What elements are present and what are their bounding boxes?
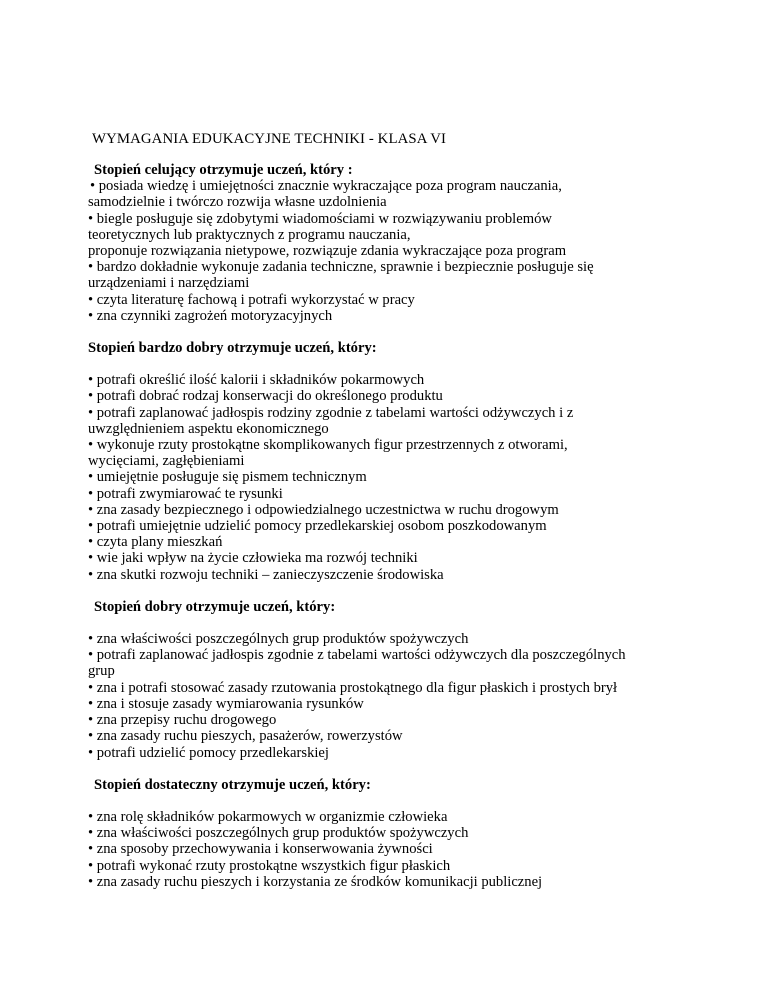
list-item: • umiejętnie posługuje się pismem technicznym xyxy=(88,469,367,486)
list-item: • potrafi określić ilość kalorii i składników pokarmowych xyxy=(88,372,425,389)
document-page xyxy=(88,130,728,890)
list-item: • potrafi dobrać rodzaj konserwacji do określonego produktu xyxy=(88,388,443,405)
list-item: • zna i potrafi stosować zasady rzutowania prostokątnego dla figur płaskich i prostych brył xyxy=(88,679,618,696)
list-item: • bardzo dokładnie wykonuje zadania techniczne, sprawnie i bezpiecznie posługuje się xyxy=(88,259,594,276)
list-item: • zna zasady ruchu pieszych, pasażerów, rowerzystów xyxy=(88,728,403,745)
list-item: uwzględnieniem aspektu ekonomicznego xyxy=(88,420,329,437)
list-item: • czyta plany mieszkań xyxy=(88,534,223,551)
list-item: • potrafi zwymiarować te rysunki xyxy=(88,485,283,502)
list-item: proponuje rozwiązania nietypowe, rozwiązuje zdania wykraczające poza program xyxy=(88,243,567,260)
list-item: • potrafi umiejętnie udzielić pomocy przedlekarskiej osobom poszkodowanym xyxy=(88,518,547,535)
list-item: • potrafi zaplanować jadłospis rodziny zgodnie z tabelami wartości odżywczych i z xyxy=(88,404,574,421)
document-title: WYMAGANIA EDUKACYJNE TECHNIKI - KLASA VI xyxy=(92,131,447,147)
section-celujacy xyxy=(88,162,728,324)
list-item: • czyta literaturę fachową i potrafi wykorzystać w pracy xyxy=(88,291,415,308)
list-item: • zna rolę składników pokarmowych w organizmie człowieka xyxy=(88,808,448,825)
list-item: • zna właściwości poszczególnych grup produktów spożywczych xyxy=(88,825,469,842)
section-heading-dobry: Stopień dobry otrzymuje uczeń, który: xyxy=(94,598,336,615)
list-item: • wie jaki wpływ na życie człowieka ma rozwój techniki xyxy=(88,550,418,567)
list-item: • zna sposoby przechowywania i konserwowania żywności xyxy=(88,841,433,858)
list-item: wycięciami, zagłębieniami xyxy=(88,453,245,470)
list-item: • potrafi wykonać rzuty prostokątne wszystkich figur płaskich xyxy=(88,857,451,874)
section-heading-celujacy: Stopień celujący otrzymuje uczeń, który : xyxy=(94,162,353,178)
section-heading-dostateczny: Stopień dostateczny otrzymuje uczeń, który: xyxy=(94,776,371,793)
list-item: • potrafi udzielić pomocy przedlekarskiej xyxy=(88,744,329,761)
list-item: • zna i stosuje zasady wymiarowania rysunków xyxy=(88,695,364,712)
section-dobry xyxy=(88,599,728,761)
section-dostateczny xyxy=(88,777,728,890)
list-item: • biegle posługuje się zdobytymi wiadomościami w rozwiązywaniu problemów xyxy=(88,210,552,227)
list-item: • posiada wiedzę i umiejętności znacznie wykraczające poza program nauczania, xyxy=(90,178,562,195)
list-item: • zna skutki rozwoju techniki – zanieczyszczenie środowiska xyxy=(88,566,444,583)
list-item: • zna czynniki zagrożeń motoryzacyjnych xyxy=(88,307,333,324)
section-heading-bardzo-dobry: Stopień bardzo dobry otrzymuje uczeń, który: xyxy=(88,340,377,357)
list-item: urządzeniami i narzędziami xyxy=(88,275,250,292)
list-item: • zna właściwości poszczególnych grup produktów spożywczych xyxy=(88,631,469,648)
list-item: • zna zasady bezpiecznego i odpowiedzialnego uczestnictwa w ruchu drogowym xyxy=(88,501,559,518)
list-item: samodzielnie i twórczo rozwija własne uzdolnienia xyxy=(88,194,387,211)
section-bardzo-dobry xyxy=(88,340,728,583)
list-item: grup xyxy=(88,663,115,680)
list-item: • zna przepisy ruchu drogowego xyxy=(88,712,277,729)
list-item: • zna zasady ruchu pieszych i korzystania ze środków komunikacji publicznej xyxy=(88,873,543,890)
list-item: • wykonuje rzuty prostokątne skomplikowanych figur przestrzennych z otworami, xyxy=(88,437,568,454)
list-item: teoretycznych lub praktycznych z programu nauczania, xyxy=(88,226,411,243)
list-item: • potrafi zaplanować jadłospis zgodnie z tabelami wartości odżywczych dla poszczególnych xyxy=(88,647,626,664)
